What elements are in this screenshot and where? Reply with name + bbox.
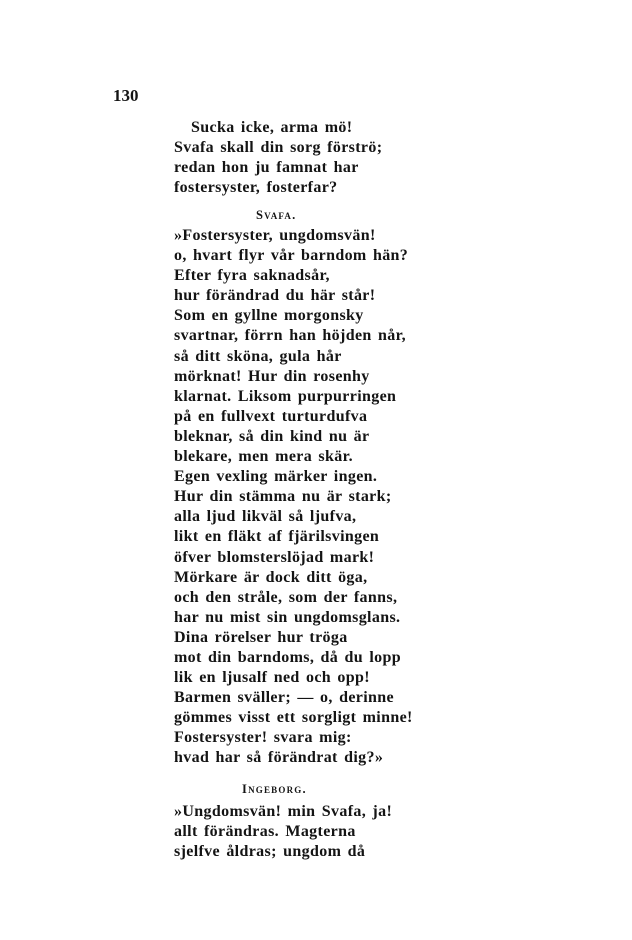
verse-line: »Fostersyster, ungdomsvän! xyxy=(174,227,376,244)
verse-line: Sucka icke, arma mö! xyxy=(191,119,353,136)
verse-line: Svafa skall din sorg förströ; xyxy=(174,139,383,157)
verse-line: svartnar, förrn han höjden når, xyxy=(174,327,406,345)
verse-line: Efter fyra saknadsår, xyxy=(174,267,330,285)
verse-line: hvad har så förändrat dig?» xyxy=(174,749,384,767)
verse-line: Som en gyllne morgonsky xyxy=(174,307,364,325)
verse-line: bleknar, så din kind nu är xyxy=(174,427,370,445)
verse-line: sjelfve åldras; ungdom då xyxy=(174,843,366,861)
verse-line: likt en fläkt af fjärilsvingen xyxy=(174,528,380,546)
verse-line: klarnat. Liksom purpurringen xyxy=(174,387,397,405)
verse-line: Barmen sväller; — o, derinne xyxy=(174,689,394,707)
verse-line: alla ljud likväl så ljufva, xyxy=(174,508,357,526)
verse-line: mot din barndoms, då du lopp xyxy=(174,648,401,666)
verse-line: hur förändrad du här står! xyxy=(174,287,376,305)
stanza-intro xyxy=(174,118,382,198)
verse-line: lik en ljusalf ned och opp! xyxy=(174,669,370,687)
speaker-heading-ingeborg: Ingeborg. xyxy=(242,782,307,796)
verse-line: gömmes visst ett sorgligt minne! xyxy=(174,709,413,727)
verse-line: Mörkare är dock ditt öga, xyxy=(174,568,368,586)
verse-line: Dina rörelser hur tröga xyxy=(174,628,348,646)
verse-line: fostersyster, fosterfar? xyxy=(174,179,338,197)
verse-line: o, hvart flyr vår barndom hän? xyxy=(174,247,409,265)
stanza-ingeborg-speech xyxy=(174,802,392,862)
verse-line: Hur din stämma nu är stark; xyxy=(174,488,392,506)
verse-line: allt förändras. Magterna xyxy=(174,823,356,841)
verse-line: på en fullvext turturdufva xyxy=(174,407,368,425)
verse-line: blekare, men mera skär. xyxy=(174,448,353,466)
verse-line: Fostersyster! svara mig: xyxy=(174,729,352,747)
verse-line: mörknat! Hur din rosenhy xyxy=(174,367,370,385)
stanza-svafa-speech xyxy=(174,226,413,769)
verse-line: redan hon ju famnat har xyxy=(174,159,359,177)
verse-line: så ditt sköna, gula hår xyxy=(174,347,342,365)
verse-line: öfver blomsterslöjad mark! xyxy=(174,548,375,566)
verse-line: har nu mist sin ungdomsglans. xyxy=(174,608,401,626)
verse-line: Egen vexling märker ingen. xyxy=(174,468,378,486)
speaker-heading-svafa: Svafa. xyxy=(256,208,297,222)
page-number: 130 xyxy=(113,86,139,105)
verse-line: och den stråle, som der fanns, xyxy=(174,588,398,606)
verse-line: »Ungdomsvän! min Svafa, ja! xyxy=(174,803,393,820)
